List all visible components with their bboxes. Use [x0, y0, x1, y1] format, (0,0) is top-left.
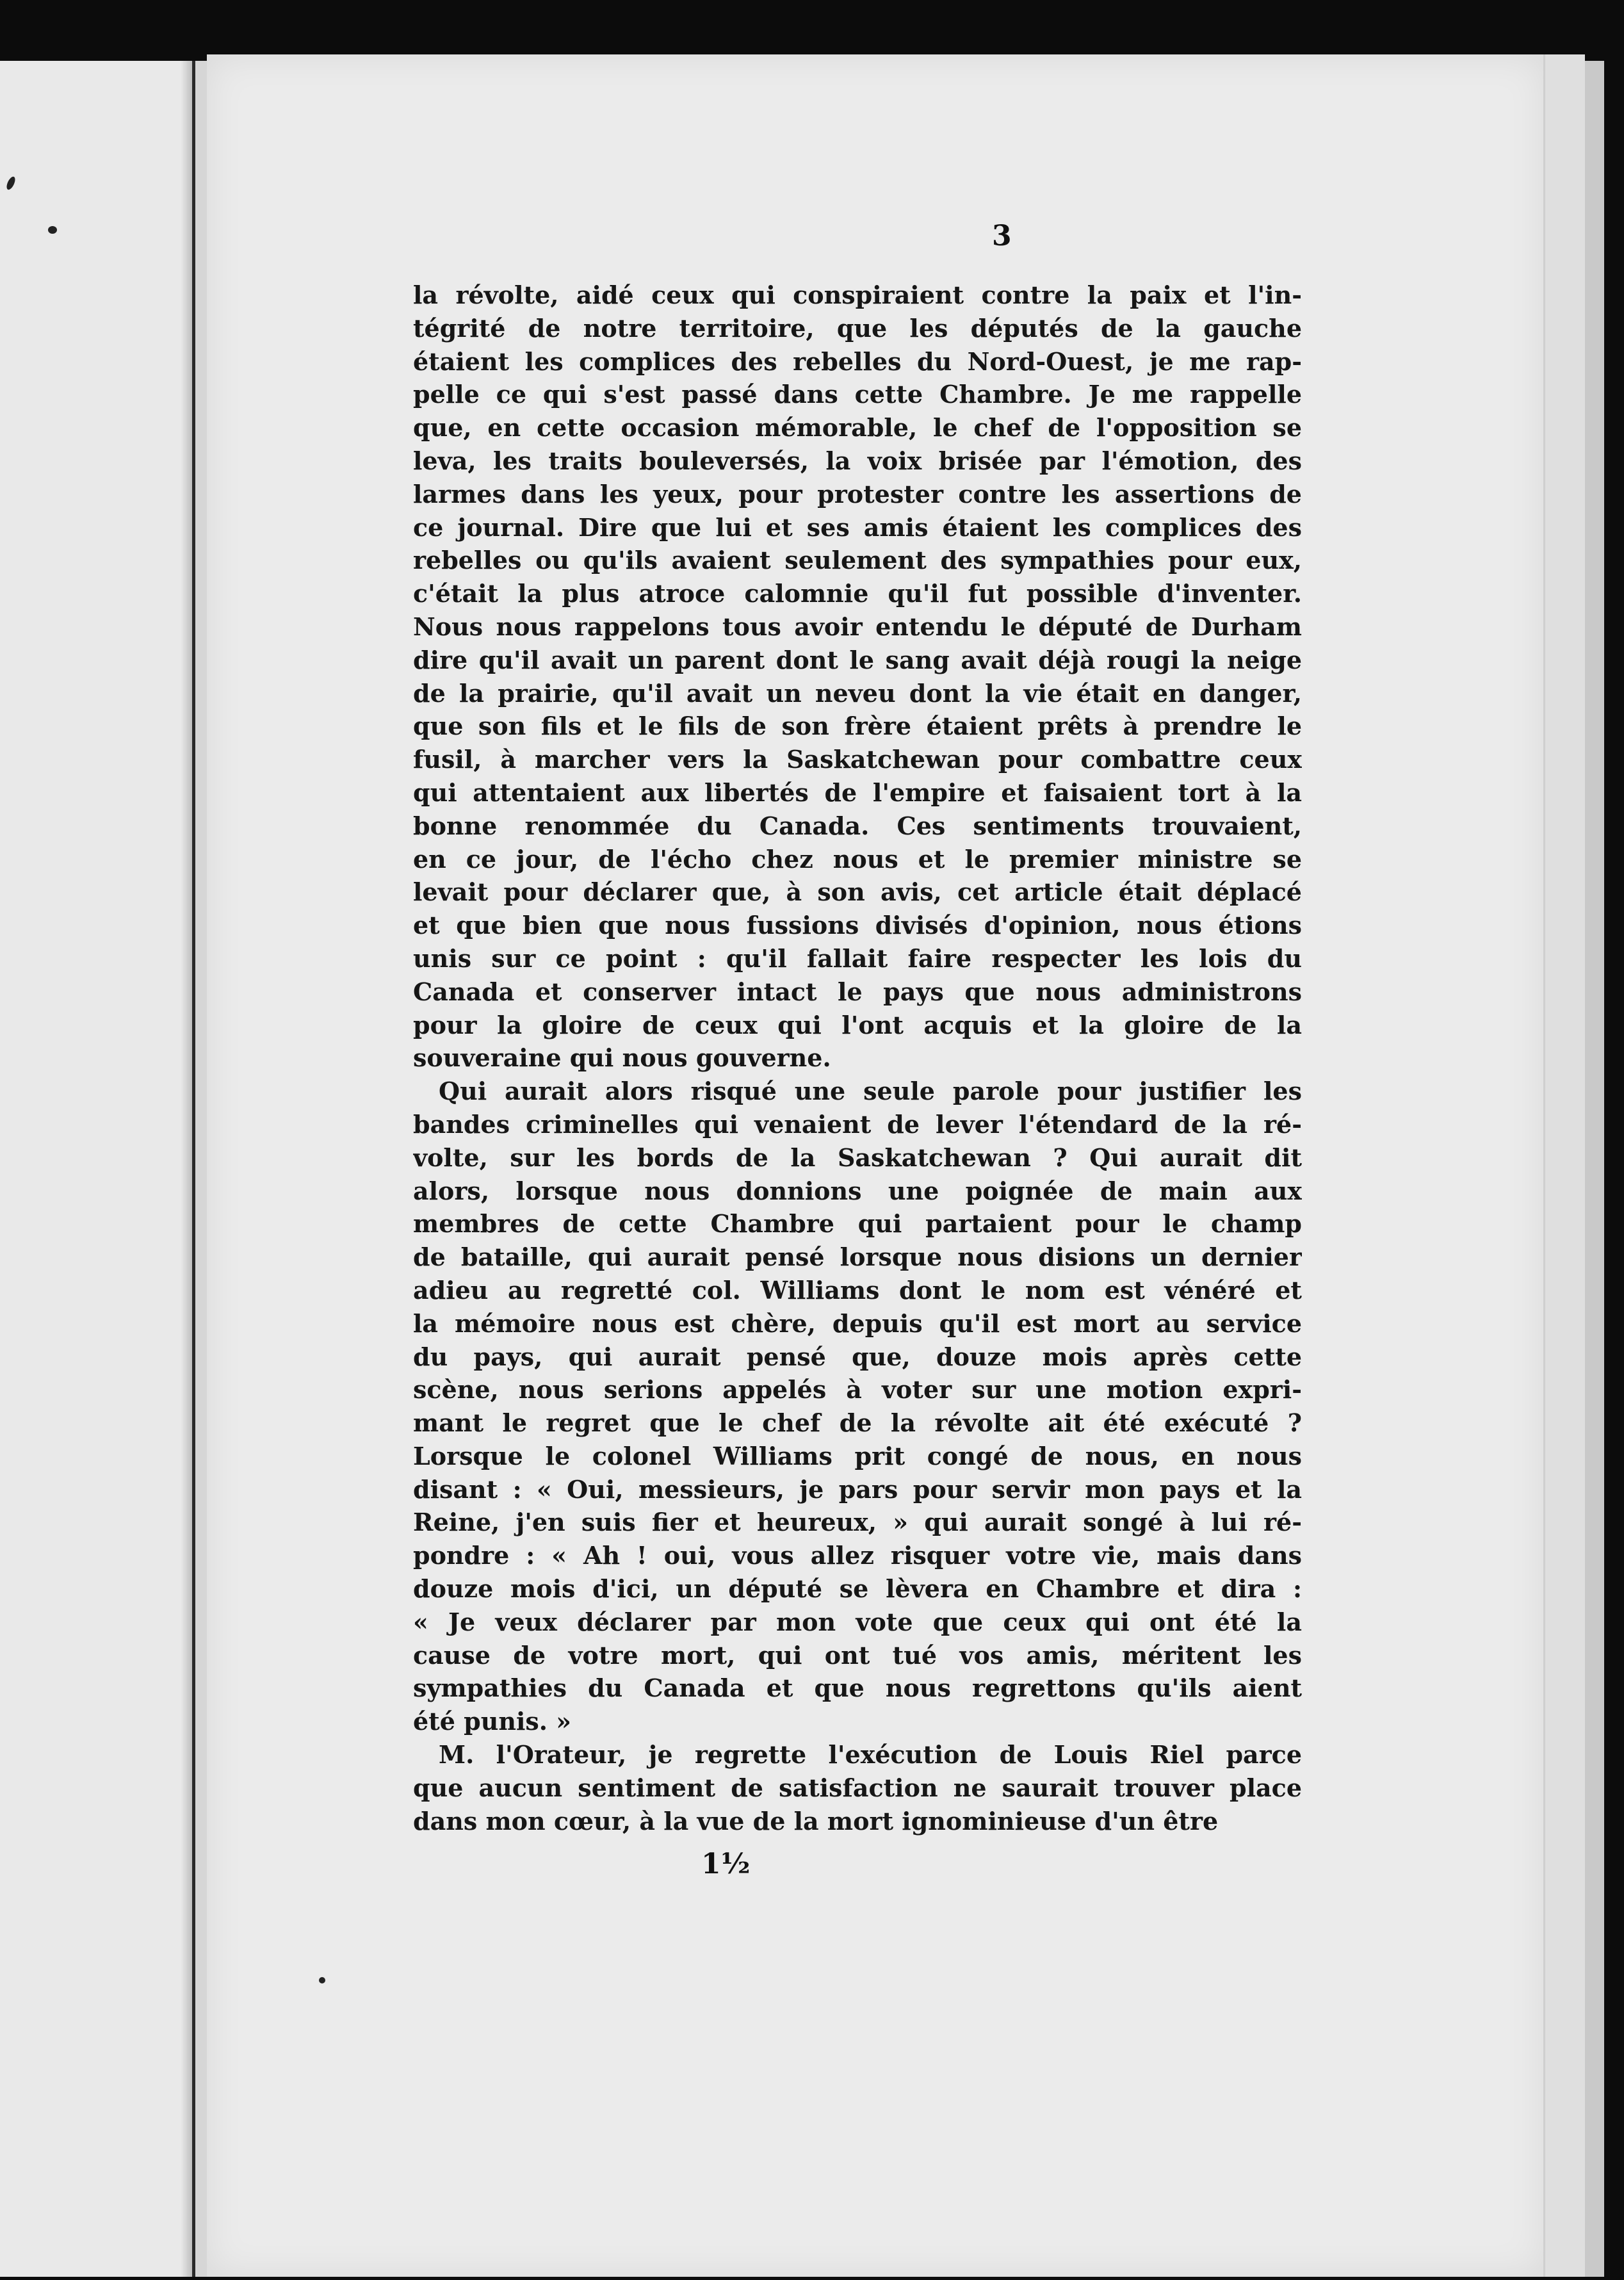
- text-line: ce journal. Dire que lui et ses amis étaient les complices des: [413, 512, 1302, 542]
- text-line: dire qu'il avait un parent dont le sang avait déjà rougi la neige: [413, 645, 1302, 674]
- facing-page: [0, 61, 195, 2277]
- page-edge: [1543, 54, 1585, 2277]
- text-line: et que bien que nous fussions divisés d'opinion, nous étions: [413, 911, 1302, 940]
- text-line: M. l'Orateur, je regrette l'exécution de Louis Riel parce: [439, 1740, 1302, 1770]
- ink-speck: [5, 175, 17, 191]
- text-page: [207, 54, 1545, 2277]
- text-line: pour la gloire de ceux qui l'ont acquis et la gloire de la: [413, 1010, 1302, 1039]
- text-line: que aucun sentiment de satisfaction ne saurait trouver place: [413, 1773, 1302, 1802]
- text-line: que, en cette occasion mémorable, le chef de l'opposition se: [413, 413, 1302, 443]
- text-line: souveraine qui nous gouverne.: [413, 1043, 831, 1073]
- text-line: mant le regret que le chef de la révolte ait été exécuté ?: [413, 1408, 1302, 1438]
- text-line: dans mon cœur, à la vue de la mort ignominieuse d'un être: [413, 1806, 1219, 1836]
- text-line: pondre : « Ah ! oui, vous allez risquer votre vie, mais dans: [413, 1541, 1302, 1570]
- text-line: la mémoire nous est chère, depuis qu'il est mort au service: [413, 1308, 1302, 1338]
- text-line: bandes criminelles qui venaient de lever l'étendard de la ré-: [413, 1109, 1302, 1139]
- text-line: cause de votre mort, qui ont tué vos amis, méritent les: [413, 1640, 1302, 1670]
- text-line: scène, nous serions appelés à voter sur une motion expri-: [413, 1375, 1302, 1405]
- text-line: la révolte, aidé ceux qui conspiraient contre la paix et l'in-: [413, 281, 1302, 309]
- page-edge-shadow: [1585, 61, 1604, 2277]
- text-line: Canada et conserver intact le pays que nous administrons: [413, 977, 1302, 1006]
- signature-mark: 1½: [701, 1848, 751, 1880]
- text-line: levait pour déclarer que, à son avis, cet article était déplacé: [413, 877, 1302, 907]
- text-line: que son fils et le fils de son frère étaient prêts à prendre le: [413, 712, 1302, 741]
- body-text: [413, 279, 1302, 1837]
- text-line: Lorsque le colonel Williams prit congé de nous, en nous: [413, 1441, 1302, 1470]
- text-line: c'était la plus atroce calomnie qu'il fut possible d'inventer.: [413, 579, 1302, 608]
- ink-dot: [319, 1977, 325, 1983]
- text-line: été punis. »: [413, 1707, 571, 1736]
- text-line: Reine, j'en suis fier et heureux, » qui aurait songé à lui ré-: [413, 1508, 1302, 1537]
- text-line: de bataille, qui aurait pensé lorsque nous disions un dernier: [413, 1242, 1302, 1272]
- text-line: alors, lorsque nous donnions une poignée de main aux: [413, 1176, 1302, 1205]
- text-line: « Je veux déclarer par mon vote que ceux qui ont été la: [413, 1607, 1302, 1636]
- text-line: adieu au regretté col. Williams dont le nom est vénéré et: [413, 1275, 1302, 1305]
- text-line: de la prairie, qu'il avait un neveu dont la vie était en danger,: [413, 678, 1302, 708]
- text-line: pelle ce qui s'est passé dans cette Chambre. Je me rappelle: [413, 380, 1302, 409]
- text-line: tégrité de notre territoire, que les députés de la gauche: [413, 313, 1302, 343]
- text-line: membres de cette Chambre qui partaient pour le champ: [413, 1209, 1302, 1239]
- page-number: 3: [992, 220, 1012, 252]
- ink-speck: [48, 226, 57, 234]
- text-line: disant : « Oui, messieurs, je pars pour servir mon pays et la: [413, 1474, 1302, 1504]
- text-line: Qui aurait alors risqué une seule parole pour justifier les: [439, 1077, 1302, 1106]
- text-line: Nous nous rappelons tous avoir entendu le député de Durham: [413, 612, 1302, 641]
- gutter-shadow: [181, 61, 192, 2277]
- text-line: fusil, à marcher vers la Saskatchewan pour combattre ceux: [413, 745, 1302, 774]
- text-line: rebelles ou qu'ils avaient seulement des sympathies pour eux,: [413, 546, 1302, 575]
- text-line: douze mois d'ici, un député se lèvera en Chambre et dira :: [413, 1574, 1302, 1604]
- text-line: unis sur ce point : qu'il fallait faire respecter les lois du: [413, 943, 1302, 973]
- text-line: volte, sur les bords de la Saskatchewan ? Qui aurait dit: [413, 1143, 1302, 1172]
- text-line: sympathies du Canada et que nous regrettons qu'ils aient: [413, 1673, 1302, 1703]
- text-line: qui attentaient aux libertés de l'empire et faisaient tort à la: [413, 778, 1302, 807]
- text-line: larmes dans les yeux, pour protester contre les assertions de: [413, 479, 1302, 509]
- text-line: leva, les traits bouleversés, la voix brisée par l'émotion, des: [413, 446, 1302, 475]
- text-line: du pays, qui aurait pensé que, douze mois après cette: [413, 1342, 1302, 1371]
- text-line: en ce jour, de l'écho chez nous et le premier ministre se: [413, 844, 1302, 874]
- text-line: étaient les complices des rebelles du Nord-Ouest, je me rap-: [413, 346, 1302, 376]
- text-line: bonne renommée du Canada. Ces sentiments trouvaient,: [413, 811, 1302, 840]
